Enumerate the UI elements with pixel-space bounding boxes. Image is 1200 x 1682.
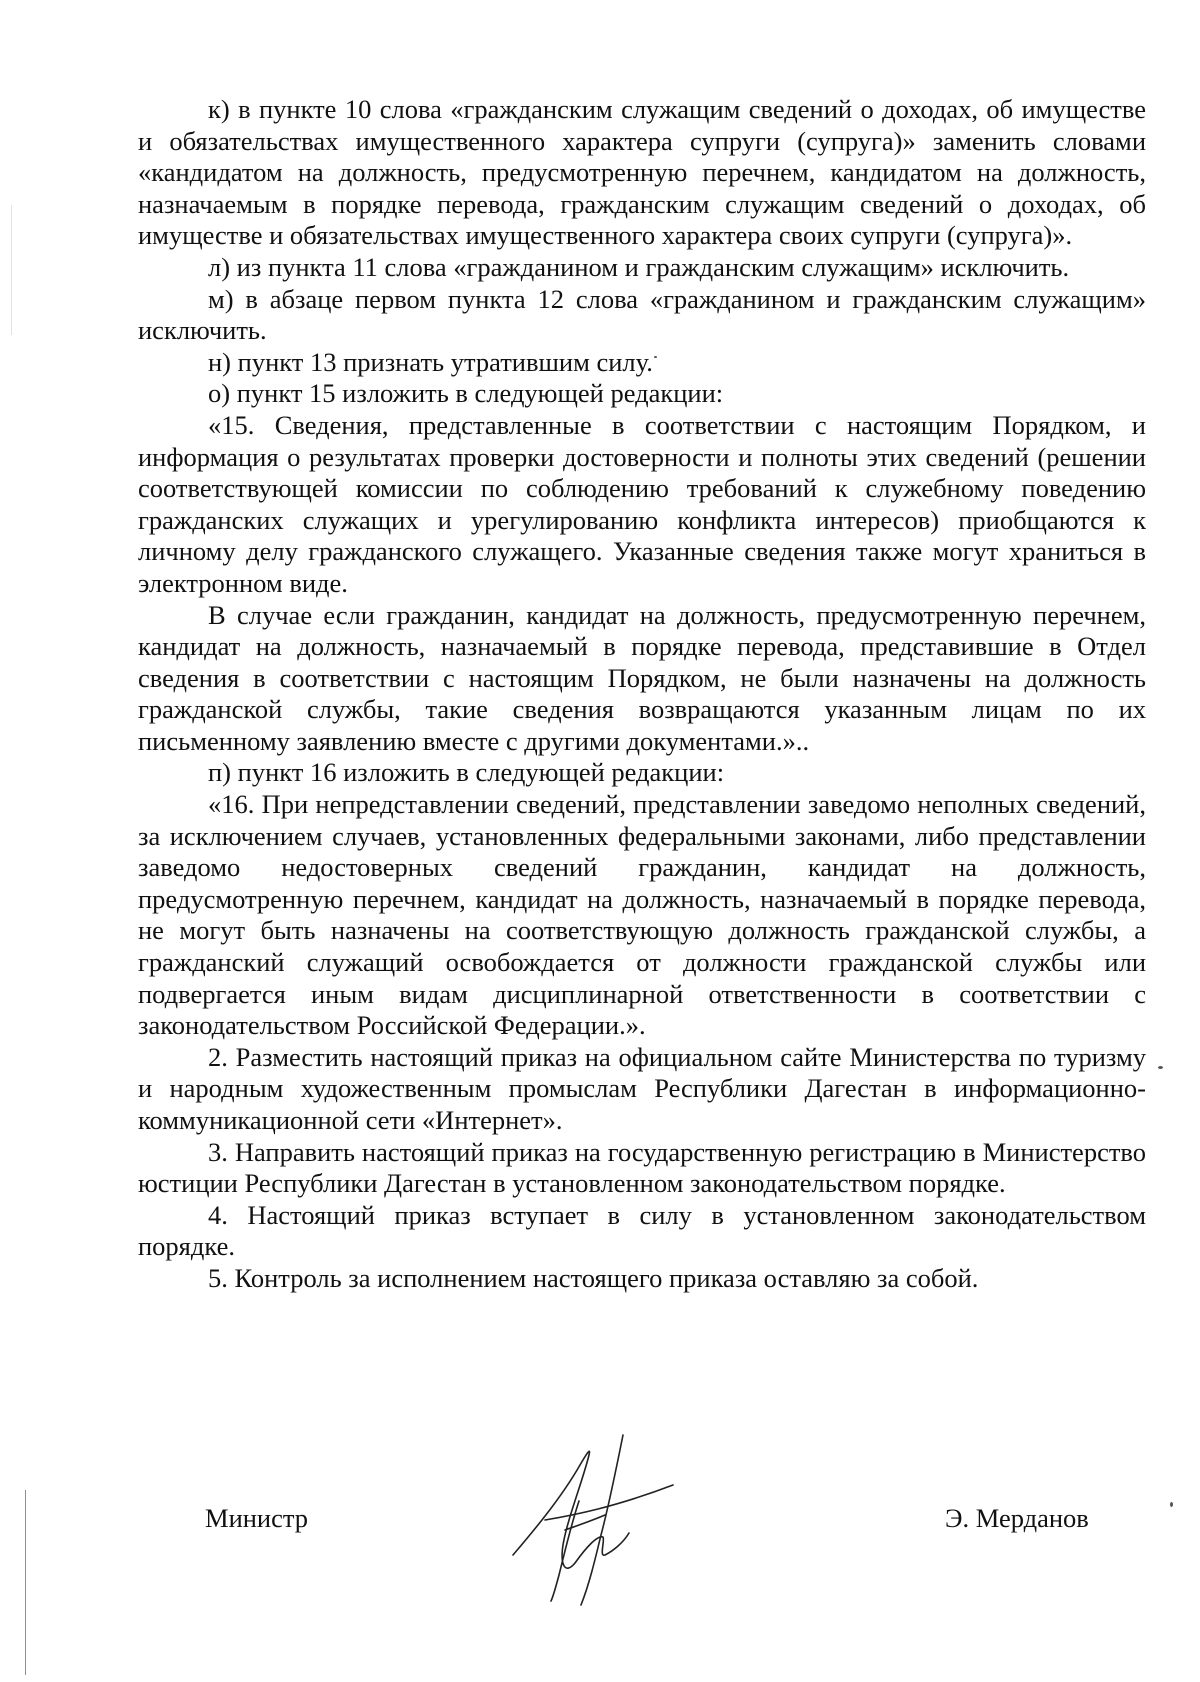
paragraph-m: м) в абзаце первом пункта 12 слова «гражданином и гражданским служащим» исключить. xyxy=(138,283,1146,346)
document-body xyxy=(138,94,1146,1295)
scan-edge-mark xyxy=(25,1490,26,1675)
paragraph-o: о) пункт 15 изложить в следующей редакции: xyxy=(208,378,724,409)
paragraph-15: «15. Сведения, представленные в соответствии с настоящим Порядком, и информация о результатах проверки достоверности и полноты этих сведений (решении соответствующей комиссии по соблюдению требований к служебному поведению гражданских служащих и урегулированию конфликта интересов) приобщаются к личному делу гражданского служащего. Указанные сведения также могут храниться в электронном виде. xyxy=(138,409,1146,598)
scan-speck xyxy=(1158,1066,1163,1069)
paragraph-3: 3. Направить настоящий приказ на государственную регистрацию в Министерство юстиции Республики Дагестан в установленном законодательством порядке. xyxy=(138,1136,1146,1199)
paragraph-4: 4. Настоящий приказ вступает в силу в установленном законодательством порядке. xyxy=(138,1199,1146,1262)
paragraph-p: п) пункт 16 изложить в следующей редакции: xyxy=(208,757,725,788)
paragraph-l: л) из пункта 11 слова «гражданином и гражданским служащим» исключить. xyxy=(208,251,1070,282)
scan-edge-mark xyxy=(11,205,12,335)
paragraph-k: к) в пункте 10 слова «гражданским служащим сведений о доходах, об имуществе и обязательствах имущественного характера супруги (супруга)» заменить словами «кандидатом на должность, предусмотренную перечнем, кандидатом на должность, назначаемым в порядке перевода, гражданским служащим сведений о доходах, об имуществе и обязательствах имущественного характера своих супруги (супруга)». xyxy=(138,94,1146,251)
paragraph-16: «16. При непредставлении сведений, представлении заведомо неполных сведений, за исключением случаев, установленных федеральными законами, либо представлении заведомо недостоверных сведений гражданин, кандидат на должность, предусмотренную перечнем, кандидат на должность, назначаемый в порядке перевода, не могут быть назначены на соответствующую должность гражданской службы, а гражданский служащий освобождается от должности гражданской службы или подвергается иным видам дисциплинарной ответственности в соответствии с законодательством Российской Федерации.». xyxy=(138,789,1146,1041)
scan-speck xyxy=(654,356,657,358)
paragraph-5: 5. Контроль за исполнением настоящего приказа оставляю за собой. xyxy=(208,1262,979,1293)
paragraph-n: н) пункт 13 признать утратившим силу. xyxy=(208,346,653,377)
handwritten-signature xyxy=(505,1425,685,1615)
signer-name: Э. Мерданов xyxy=(945,1503,1089,1533)
position-title: Министр xyxy=(205,1503,309,1533)
scan-speck xyxy=(1170,1502,1173,1507)
paragraph-15-case: В случае если гражданин, кандидат на должность, предусмотренную перечнем, кандидат на должность, назначаемый в порядке перевода, представившие в Отдел сведения в соответствии с настоящим Порядком, не были назначены на должность гражданской службы, такие сведения возвращаются указанным лицам по их письменному заявлению вместе с другими документами.».. xyxy=(138,599,1146,756)
paragraph-2: 2. Разместить настоящий приказ на официальном сайте Министерства по туризму и народным художественным промыслам Республики Дагестан в информационно-коммуникационной сети «Интернет». xyxy=(138,1041,1146,1135)
